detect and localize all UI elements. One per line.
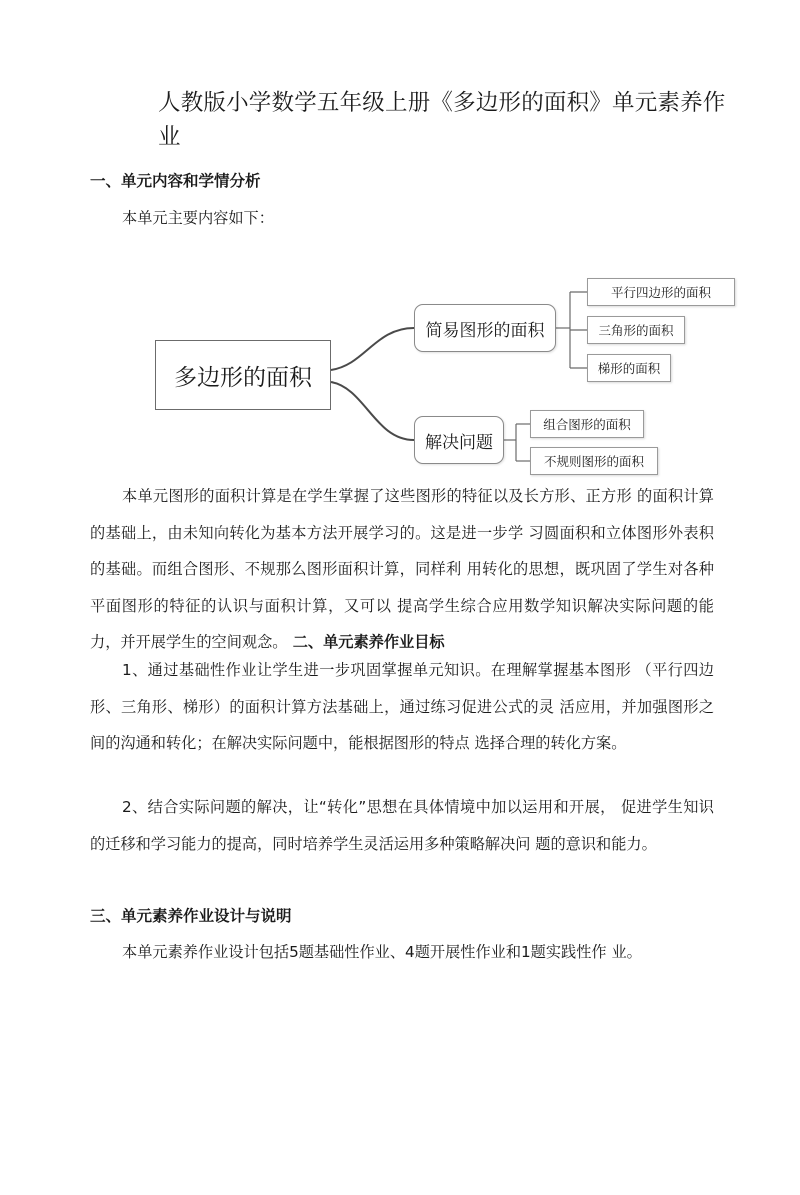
section-heading-2: 二、单元素养作业目标	[287, 633, 445, 651]
mind-map-root: 多边形的面积	[155, 340, 331, 410]
mind-map-branch-simple-shapes: 简易图形的面积	[414, 304, 556, 352]
connector-root-branch2	[331, 382, 414, 440]
connector-root-branch1	[331, 328, 414, 370]
mind-map	[150, 270, 710, 480]
paragraph-analysis-text: 本单元图形的面积计算是在学生掌握了这些图形的特征以及长方形、正方形 的面积计算的基础上，由未知向转化为基本方法开展学习的。这是进一步学 习圆面积和立体图形外表积的基础。而组合图形、不规那么图形面积计算，同样利 用转化的思想，既巩固了学生对各种平面图形的特征的认识与面积计算，又可以 提高学生综合应用数学知识解决实际问题的能力，并开展学生的空间观念。	[90, 487, 714, 651]
section-intro: 本单元主要内容如下：	[122, 209, 274, 227]
mind-map-branch-solve-problems: 解决问题	[414, 416, 504, 464]
paragraph-analysis	[90, 478, 714, 661]
section-heading-3: 三、单元素养作业设计与说明	[90, 907, 292, 925]
mind-map-leaf-trapezoid: 梯形的面积	[587, 354, 671, 382]
paragraph-goal-2: 2、结合实际问题的解决，让“转化”思想在具体情境中加以运用和开展， 促进学生知识的迁移和学习能力的提高，同时培养学生灵活运用多种策略解决问 题的意识和能力。	[90, 798, 714, 853]
document-title: 人教版小学数学五年级上册《多边形的面积》单元素养作业	[158, 90, 726, 150]
paragraph-goal-1: 1、通过基础性作业让学生进一步巩固掌握单元知识。在理解掌握基本图形 （平行四边形、三角形、梯形）的面积计算方法基础上，通过练习促进公式的灵 活应用，并加强图形之间的沟通和转化；在解决实际问题中，能根据图形的特点 选择合理的转化方案。	[90, 661, 714, 752]
mind-map-leaf-composite: 组合图形的面积	[530, 410, 644, 438]
mind-map-leaf-irregular: 不规则图形的面积	[530, 447, 658, 475]
section-heading-1: 一、单元内容和学情分析	[90, 172, 261, 190]
mind-map-leaf-triangle: 三角形的面积	[587, 316, 685, 344]
mind-map-leaf-parallelogram: 平行四边形的面积	[587, 278, 735, 306]
section-3-text: 本单元素养作业设计包括5题基础性作业、4题开展性作业和1题实践性作 业。	[122, 943, 642, 961]
